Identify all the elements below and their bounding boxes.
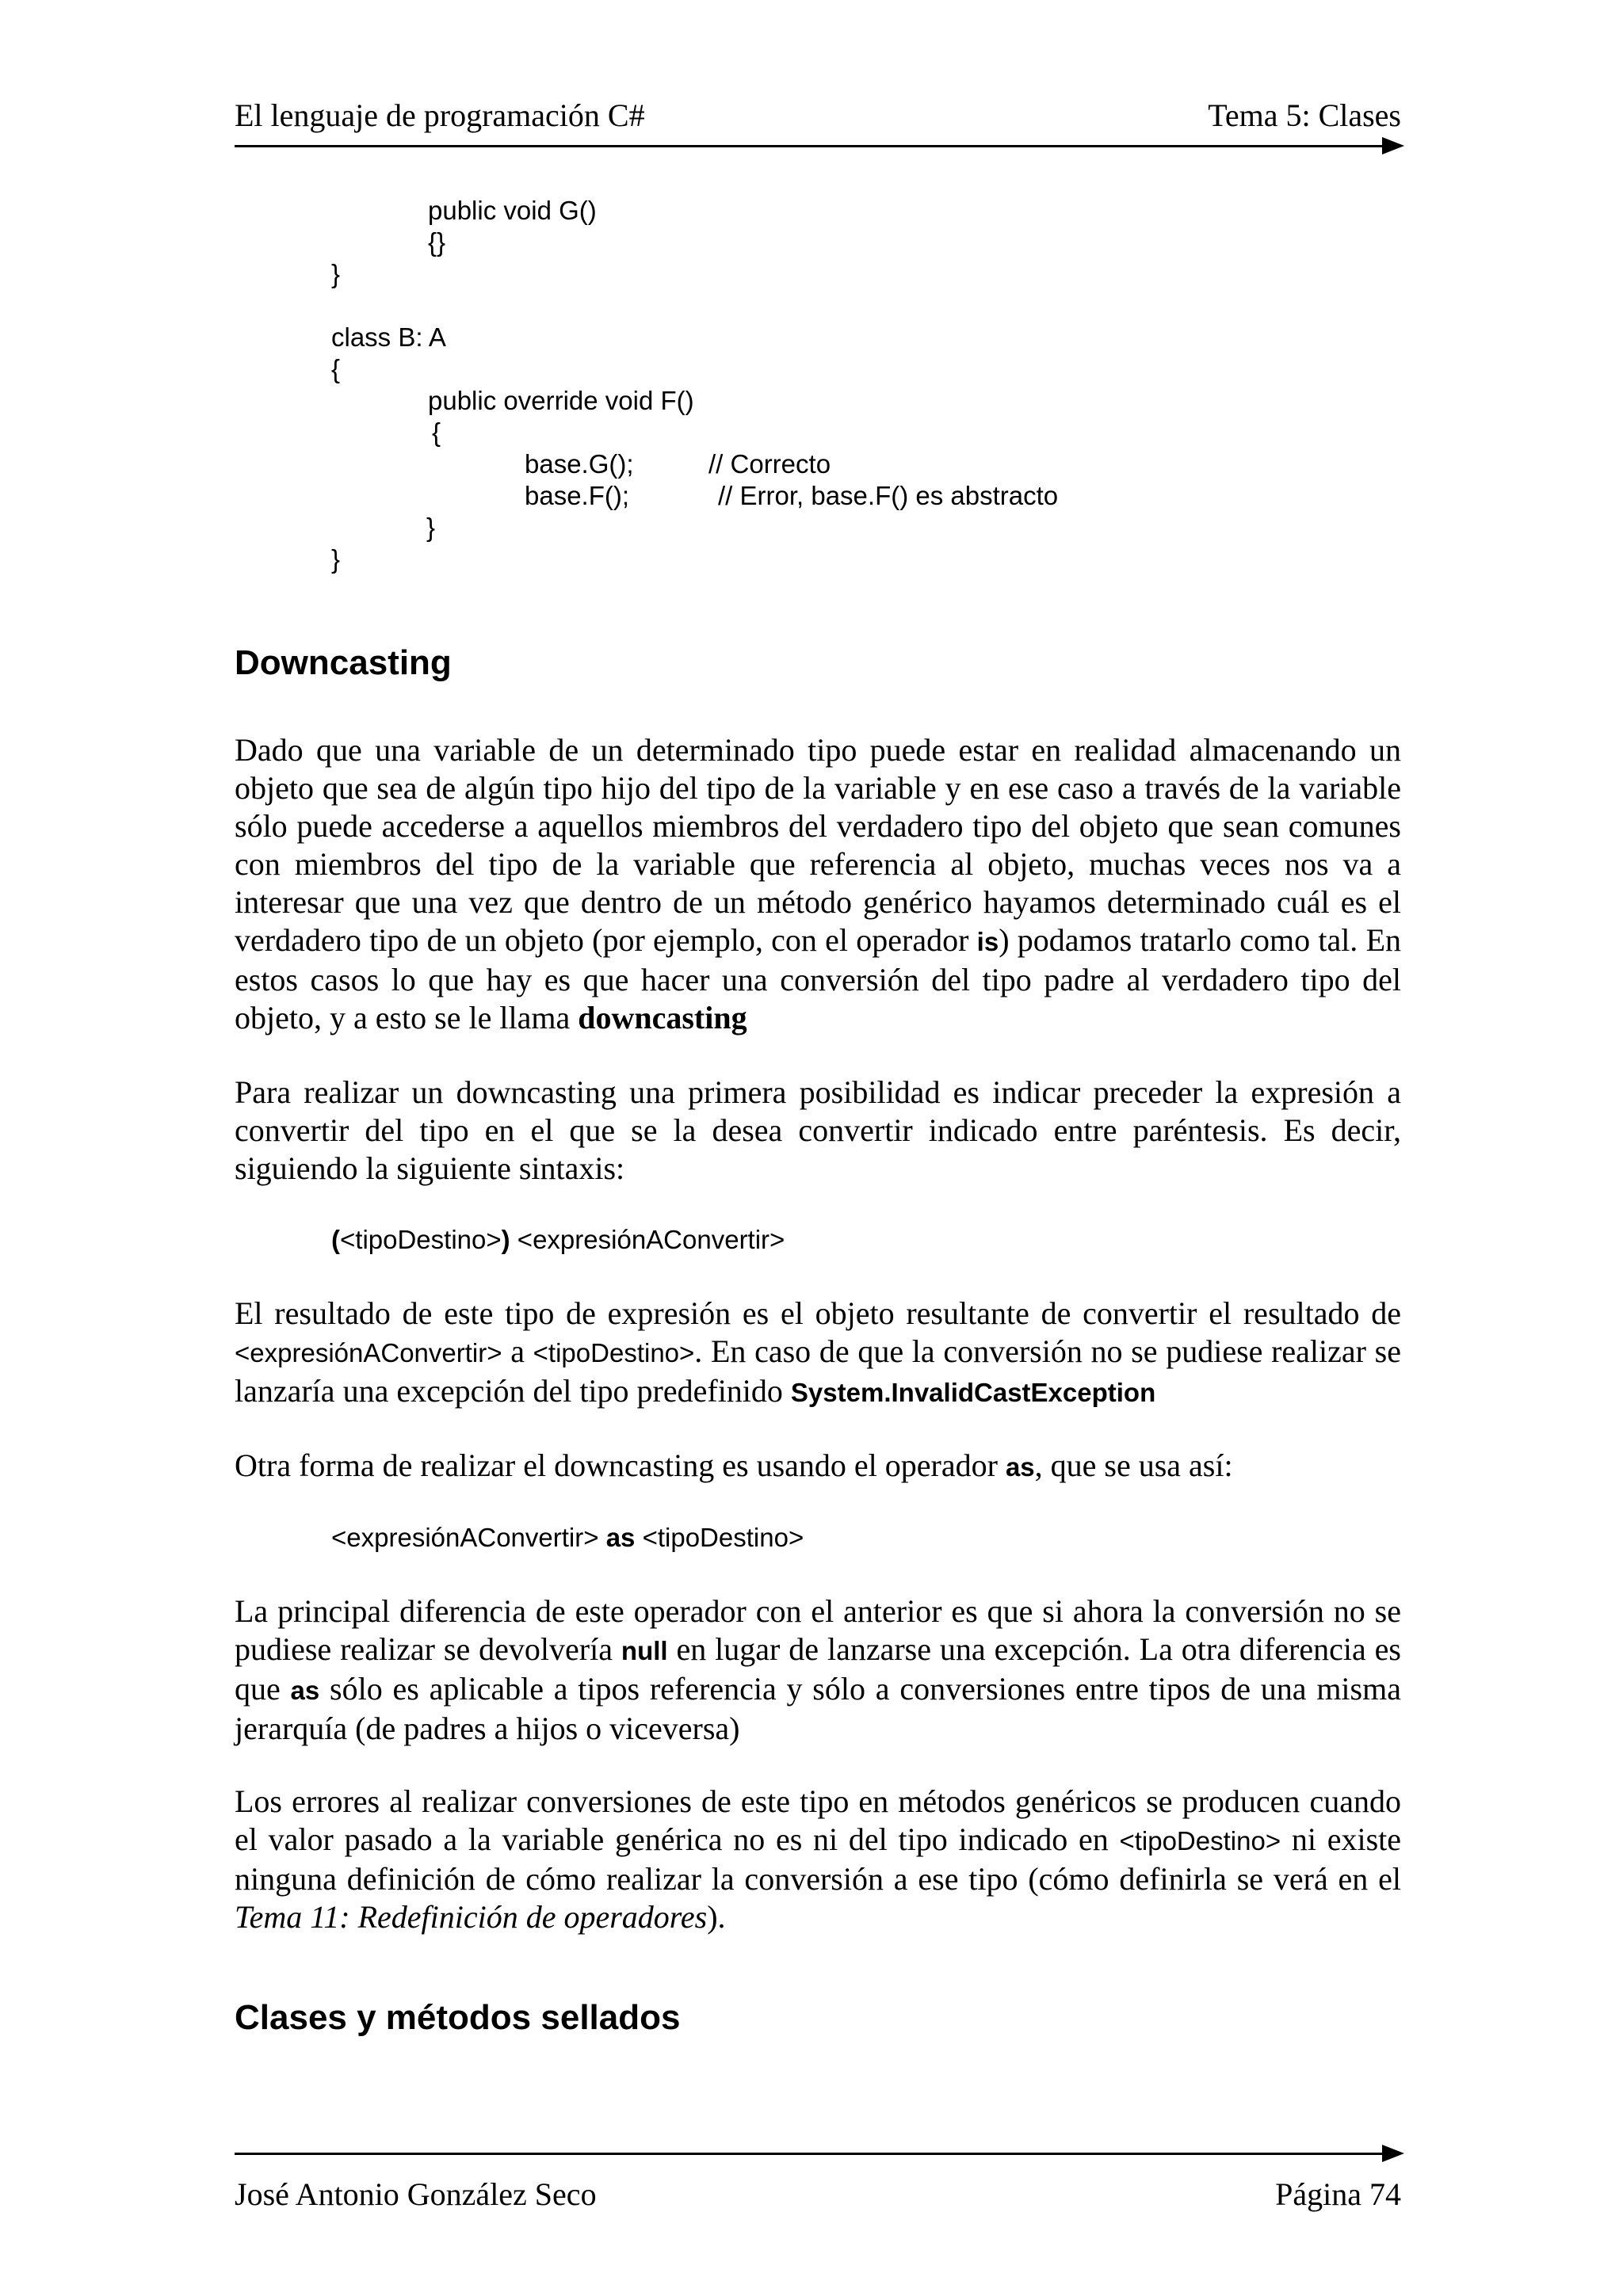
code-comment: // Error, base.F() es abstracto xyxy=(718,481,1059,510)
paragraph-cast-syntax: Para realizar un downcasting una primera posibilidad es indicar preceder la expresión a convertir del tipo en el que se la desea convertir indicado entre paréntesis. Es decir, siguiendo la siguiente sintaxis: xyxy=(235,1074,1401,1186)
code-line: } xyxy=(331,544,341,574)
code-line: { xyxy=(432,418,441,447)
header-book-title: El lenguaje de programación C# xyxy=(235,97,645,133)
code-line: { xyxy=(331,354,341,383)
header-chapter: Tema 5: Clases xyxy=(1208,97,1401,133)
syntax-as: <expresiónAConvertir> as <tipoDestino> xyxy=(331,1523,804,1552)
page-footer xyxy=(235,2176,1401,2217)
page-header xyxy=(235,97,1401,138)
paragraph-cast-result: El resultado de este tipo de expresión es el objeto resultante de convertir el resultado de <expresiónAConvertir> a <tipoDestino>. En caso de que la conversión no se pudiese realizar se lanzaría una excepción del tipo predefinido System.InvalidCastException xyxy=(235,1295,1401,1409)
code-line: base.G(); xyxy=(525,449,634,479)
footer-rule xyxy=(235,2153,1396,2155)
code-line: } xyxy=(331,259,341,288)
paragraph-as-difference: La principal diferencia de este operador con el anterior es que si ahora la conversión no se pudiese realizar se devolvería null en lugar de lanzarse una excepción. La otra diferencia es que as sólo es aplicable a tipos referencia y sólo a conversiones entre tipos de una misma jerarquía (de padres a hijos o viceversa) xyxy=(235,1593,1401,1746)
section-heading-downcasting: Downcasting xyxy=(235,643,452,682)
paragraph-as-operator: Otra forma de realizar el downcasting es usando el operador as, que se usa así: xyxy=(235,1447,1233,1483)
code-line: base.F(); xyxy=(525,481,630,510)
footer-author: José Antonio González Seco xyxy=(235,2176,597,2212)
code-line: {} xyxy=(428,227,446,257)
header-arrow-icon xyxy=(1382,137,1404,154)
header-rule xyxy=(235,145,1396,147)
footer-arrow-icon xyxy=(1382,2145,1404,2162)
paragraph-intro: Dado que una variable de un determinado tipo puede estar en realidad almacenando un objeto que sea de algún tipo hijo del tipo de la variable y en ese caso a través de la variable sólo puede accederse a aquellos miembros del verdadero tipo del objeto que sean comunes con miembros del tipo de la variable que referencia al objeto, muchas veces nos va a interesar que una vez que dentro de un método genérico hayamos determinado cuál es el verdadero tipo de un objeto (por ejemplo, con el operador is) podamos tratarlo como tal. En estos casos lo que hay es que hacer una conversión del tipo padre al verdadero tipo del objeto, y a esto se le llama downcasting xyxy=(235,732,1401,1035)
code-line: class B: A xyxy=(331,322,446,352)
footer-page-number: Página 74 xyxy=(1275,2176,1401,2212)
syntax-cast: (<tipoDestino>) <expresiónAConvertir> xyxy=(331,1225,785,1254)
section-heading-sealed: Clases y métodos sellados xyxy=(235,1998,681,2037)
code-line: public void G() xyxy=(428,196,597,225)
code-line: } xyxy=(426,513,436,542)
paragraph-conversion-errors: Los errores al realizar conversiones de este tipo en métodos genéricos se producen cuando el valor pasado a la variable genérica no es ni del tipo indicado en <tipoDestino> ni existe ninguna definición de cómo realizar la conversión a ese tipo (cómo definirla se verá en el Tema 11: Redefinición de operadores). xyxy=(235,1783,1401,1935)
code-comment: // Correcto xyxy=(708,449,831,479)
code-line: public override void F() xyxy=(428,386,694,415)
